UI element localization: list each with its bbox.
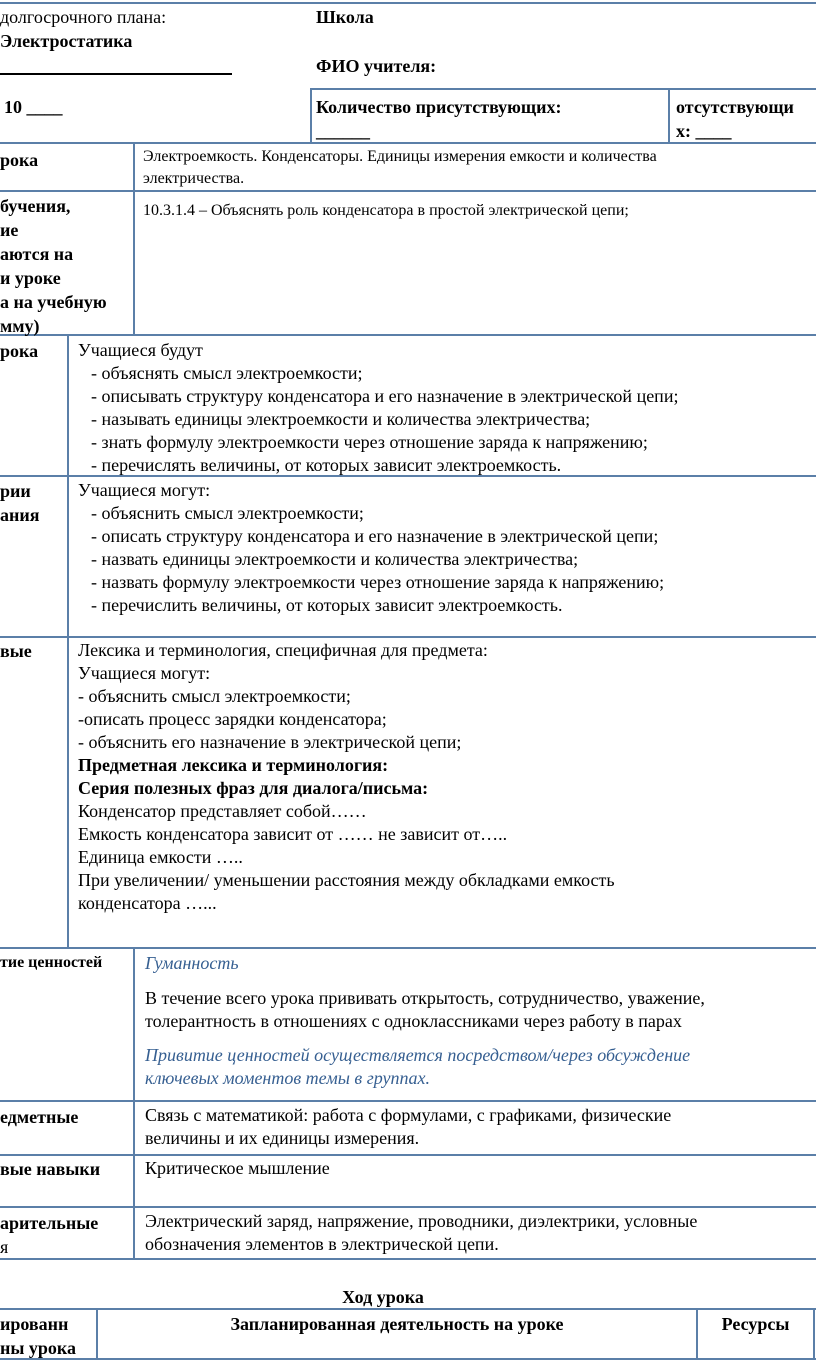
list-item: - описать структуру конденсатора и его назначение в электрической цепи; [91,526,659,546]
skills-label: вые навыки [0,1159,101,1179]
section-underline [0,73,232,75]
label-line: рии [0,481,31,501]
section-name: Электростатика [0,31,133,51]
column-divider [133,947,135,1258]
school-label: Школа [316,7,374,27]
column-divider [133,142,135,334]
list-item: - перечислить величины, от которых зависит электроемкость. [91,595,563,615]
label-line: аются на [0,244,74,264]
list-item: - знать формулу электроемкости через отношение заряда к напряжению; [91,432,648,452]
header-line: ны урока [0,1338,77,1358]
topic-line: Электроемкость. Конденсаторы. Единицы измерения емкости и количества [143,148,657,165]
values-italic-line: ключевых моментов темы в группах. [145,1068,430,1088]
list-item: - назвать единицы электроемкости и количества электричества; [91,549,579,569]
list-item: - назвать формулу электроемкости через отношение заряда к напряжению; [91,572,665,592]
row-divider [0,636,816,638]
goals-intro: Учащиеся будут [78,340,203,360]
topic-text [143,146,657,190]
top-border [0,2,816,4]
language-line: Лексика и терминология, специфичная для предмета: [78,640,488,660]
values-line: толерантность в отношениях с одноклассниками через работу в парах [145,1011,682,1031]
label-line: мму) [0,316,40,336]
lesson-flow-title: Ход урока [342,1287,424,1307]
list-item: - объяснять смысл электроемкости; [91,363,363,383]
present-label: Количество присутствующих: [316,97,562,117]
criteria-intro: Учащиеся могут: [78,480,211,500]
label-line: я [0,1237,9,1257]
cross-label: едметные [0,1107,79,1127]
row-divider [0,947,816,949]
label-line: а на учебную [0,292,107,312]
phrase-line: Конденсатор представляет собой…… [78,801,367,821]
language-line: Учащиеся могут: [78,663,211,683]
label-line: бучения, [0,196,71,216]
flow-table-bottom [0,1358,816,1360]
present-box-top [310,88,816,90]
present-blank: ______ [316,121,370,141]
teacher-label: ФИО учителя: [316,56,437,76]
label-line: и уроке [0,268,61,288]
language-label: вые [0,641,32,661]
row-divider [0,1206,816,1208]
header-line: ированн [0,1314,69,1334]
absent-label: отсутствующи [676,97,794,117]
phrase-line: Емкость конденсатора зависит от …… не зависит от….. [78,824,508,844]
plan-label: долгосрочного плана: [0,7,167,27]
objectives-label [0,194,107,338]
row-divider [0,1100,816,1102]
values-label: тие ценностей [0,954,103,971]
flow-table-top [0,1308,816,1310]
language-heading: Предметная лексика и терминология: [78,755,389,775]
grade-label: 10 ____ [4,97,63,117]
flow-right-border [813,1308,815,1358]
goals-label: рока [0,341,39,361]
cross-line: величины и их единицы измерения. [145,1128,420,1148]
flow-col-activity: Запланированная деятельность на уроке [230,1314,564,1334]
phrase-line: Единица емкости ….. [78,847,243,867]
row-divider [0,190,816,192]
list-item: - объяснить смысл электроемкости; [91,503,364,523]
prior-line: Электрический заряд, напряжение, проводники, диэлектрики, условные [145,1211,698,1231]
prior-label [0,1211,98,1259]
flow-col-resources: Ресурсы [721,1314,790,1334]
phrase-line: конденсатора …... [78,893,217,913]
flow-col-stage [0,1312,76,1360]
values-text [145,987,705,1033]
language-line: - объяснить смысл электроемкости; [78,686,351,706]
language-heading: Серия полезных фраз для диалога/письма: [78,778,429,798]
criteria-label [0,479,39,527]
cross-line: Связь с математикой: работа с формулами, с графиками, физические [145,1105,672,1125]
list-item: - описывать структуру конденсатора и его назначение в электрической цепи; [91,386,679,406]
topic-line: электричества. [143,170,245,187]
criteria-text [78,479,664,617]
phrase-line: При увеличении/ уменьшении расстояния между обкладками емкость [78,870,615,890]
cross-text [145,1104,671,1150]
list-item: - называть единицы электроемкости и количества электричества; [91,409,591,429]
column-divider [67,334,69,947]
label-line: арительные [0,1213,99,1233]
objectives-text: 10.3.1.4 – Объяснять роль конденсатора в простой электрической цепи; [143,202,629,219]
language-line: -описать процесс зарядки конденсатора; [78,709,387,729]
values-italic-line: Привитие ценностей осуществляется посредством/через обсуждение [145,1045,691,1065]
topic-label: рока [0,150,39,170]
present-box-left [310,88,312,142]
table-top-border [0,142,816,144]
list-item: - перечислять величины, от которых зависит электроемкость. [91,455,562,475]
language-line: - объяснить его назначение в электрической цепи; [78,732,462,752]
prior-text [145,1210,697,1256]
present-box-divider [668,88,670,142]
label-line: ие [0,220,19,240]
values-italic [145,1044,690,1090]
row-divider [0,1154,816,1156]
skills-text: Критическое мышление [145,1158,330,1178]
language-text [78,639,615,915]
prior-line: обозначения элементов в электрической цепи. [145,1234,499,1254]
values-heading: Гуманность [145,953,239,973]
table-bottom-border [0,1258,816,1260]
values-line: В течение всего урока прививать открытость, сотрудничество, уважение, [145,988,705,1008]
absent-label-2: х: ____ [676,121,732,141]
goals-text [78,339,678,477]
row-divider [0,334,816,336]
label-line: ания [0,505,40,525]
